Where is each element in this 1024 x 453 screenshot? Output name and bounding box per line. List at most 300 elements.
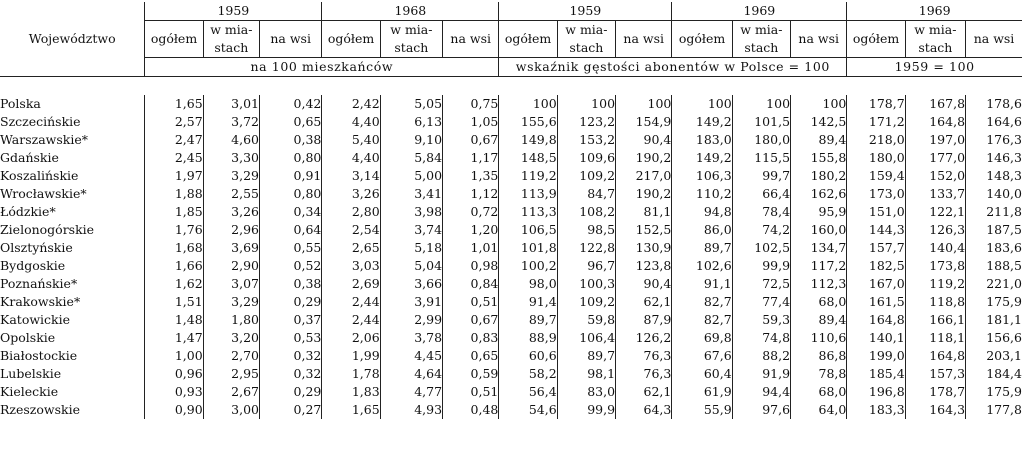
value-cell: 3,26 xyxy=(203,203,259,221)
value-cell: 95,9 xyxy=(791,203,847,221)
value-cell: 177,0 xyxy=(905,149,965,167)
value-cell: 98,5 xyxy=(557,221,615,239)
value-cell: 115,5 xyxy=(732,149,790,167)
value-cell: 4,60 xyxy=(203,131,259,149)
value-cell: 149,2 xyxy=(672,149,732,167)
value-cell: 149,8 xyxy=(499,131,557,149)
value-cell: 118,8 xyxy=(905,293,965,311)
value-cell: 3,03 xyxy=(322,257,380,275)
value-cell: 4,40 xyxy=(322,149,380,167)
year-header: 1959 xyxy=(145,2,322,21)
value-cell: 110,6 xyxy=(791,329,847,347)
value-cell: 153,2 xyxy=(557,131,615,149)
value-cell: 166,1 xyxy=(905,311,965,329)
value-cell: 148,5 xyxy=(499,149,557,167)
value-cell: 164,6 xyxy=(966,113,1022,131)
voivodeship-name: Krakowskie* xyxy=(0,294,81,309)
value-cell: 0,34 xyxy=(260,203,322,221)
value-cell: 1,68 xyxy=(145,239,203,257)
value-cell: 1,05 xyxy=(443,113,499,131)
table-row xyxy=(0,329,1022,347)
value-cell: 0,38 xyxy=(260,131,322,149)
value-cell: 84,7 xyxy=(557,185,615,203)
value-cell: 3,29 xyxy=(203,293,259,311)
value-cell: 60,6 xyxy=(499,347,557,365)
table-row xyxy=(0,131,1022,149)
value-cell: 0,90 xyxy=(145,401,203,419)
column-header: ogółem xyxy=(322,21,380,58)
value-cell: 2,95 xyxy=(203,365,259,383)
value-cell: 164,8 xyxy=(847,311,905,329)
value-cell: 89,7 xyxy=(672,239,732,257)
value-cell: 130,9 xyxy=(616,239,672,257)
voivodeship-name: Olsztyńskie xyxy=(0,240,73,255)
value-cell: 3,07 xyxy=(203,275,259,293)
value-cell: 98,0 xyxy=(499,275,557,293)
value-cell: 60,4 xyxy=(672,365,732,383)
value-cell: 175,9 xyxy=(966,383,1022,401)
value-cell: 155,8 xyxy=(791,149,847,167)
value-cell: 69,8 xyxy=(672,329,732,347)
value-cell: 106,3 xyxy=(672,167,732,185)
value-cell: 1,88 xyxy=(145,185,203,203)
value-cell: 82,7 xyxy=(672,311,732,329)
value-cell: 2,44 xyxy=(322,311,380,329)
value-cell: 1,66 xyxy=(145,257,203,275)
value-cell: 109,2 xyxy=(557,293,615,311)
value-cell: 77,4 xyxy=(732,293,790,311)
value-cell: 2,42 xyxy=(322,95,380,113)
value-cell: 3,26 xyxy=(322,185,380,203)
value-cell: 184,4 xyxy=(966,365,1022,383)
value-cell: 101,8 xyxy=(499,239,557,257)
value-cell: 113,9 xyxy=(499,185,557,203)
value-cell: 3,20 xyxy=(203,329,259,347)
voivodeship-name: Zielonogórskie xyxy=(0,222,95,237)
value-cell: 1,85 xyxy=(145,203,203,221)
voivodeship-name: Poznańskie* xyxy=(0,276,78,291)
value-cell: 90,4 xyxy=(616,275,672,293)
value-cell: 0,93 xyxy=(145,383,203,401)
value-cell: 1,65 xyxy=(322,401,380,419)
value-cell: 100 xyxy=(557,95,615,113)
value-cell: 181,1 xyxy=(966,311,1022,329)
year-header: 1969 xyxy=(672,2,847,21)
value-cell: 87,9 xyxy=(616,311,672,329)
voivodeship-name: Rzeszowskie xyxy=(0,402,81,417)
value-cell: 148,3 xyxy=(966,167,1022,185)
value-cell: 81,1 xyxy=(616,203,672,221)
value-cell: 4,40 xyxy=(322,113,380,131)
value-cell: 152,5 xyxy=(616,221,672,239)
value-cell: 109,2 xyxy=(557,167,615,185)
value-cell: 146,3 xyxy=(966,149,1022,167)
column-header: ogółem xyxy=(847,21,905,58)
value-cell: 100,2 xyxy=(499,257,557,275)
year-header: 1969 xyxy=(847,2,1022,21)
table-row xyxy=(0,149,1022,167)
value-cell: 183,3 xyxy=(847,401,905,419)
column-header: ogółem xyxy=(499,21,557,58)
value-cell: 78,8 xyxy=(791,365,847,383)
value-cell: 0,37 xyxy=(260,311,322,329)
table-row xyxy=(0,185,1022,203)
value-cell: 180,0 xyxy=(847,149,905,167)
value-cell: 126,3 xyxy=(905,221,965,239)
value-cell: 94,4 xyxy=(732,383,790,401)
value-cell: 0,64 xyxy=(260,221,322,239)
value-cell: 159,4 xyxy=(847,167,905,185)
value-cell: 2,54 xyxy=(322,221,380,239)
value-cell: 1,65 xyxy=(145,95,203,113)
value-cell: 156,6 xyxy=(966,329,1022,347)
value-cell: 2,70 xyxy=(203,347,259,365)
table-row xyxy=(0,275,1022,293)
value-cell: 157,3 xyxy=(905,365,965,383)
value-cell: 110,2 xyxy=(672,185,732,203)
value-cell: 2,67 xyxy=(203,383,259,401)
value-cell: 188,5 xyxy=(966,257,1022,275)
value-cell: 96,7 xyxy=(557,257,615,275)
value-cell: 5,40 xyxy=(322,131,380,149)
value-cell: 100 xyxy=(672,95,732,113)
value-cell: 133,7 xyxy=(905,185,965,203)
value-cell: 3,91 xyxy=(380,293,442,311)
value-cell: 112,3 xyxy=(791,275,847,293)
value-cell: 3,00 xyxy=(203,401,259,419)
value-cell: 86,0 xyxy=(672,221,732,239)
value-cell: 0,59 xyxy=(443,365,499,383)
value-cell: 140,4 xyxy=(905,239,965,257)
value-cell: 1,51 xyxy=(145,293,203,311)
value-cell: 108,2 xyxy=(557,203,615,221)
value-cell: 122,8 xyxy=(557,239,615,257)
value-cell: 2,90 xyxy=(203,257,259,275)
value-cell: 89,7 xyxy=(499,311,557,329)
value-cell: 123,8 xyxy=(616,257,672,275)
value-cell: 2,99 xyxy=(380,311,442,329)
value-cell: 0,80 xyxy=(260,149,322,167)
voivodeship-name: Szczecińskie xyxy=(0,114,81,129)
value-cell: 4,93 xyxy=(380,401,442,419)
value-cell: 154,9 xyxy=(616,113,672,131)
value-cell: 88,2 xyxy=(732,347,790,365)
value-cell: 98,1 xyxy=(557,365,615,383)
voivodeship-name: Bydgoskie xyxy=(0,258,66,273)
value-cell: 0,96 xyxy=(145,365,203,383)
table-row xyxy=(0,383,1022,401)
voivodeship-name: Opolskie xyxy=(0,330,56,345)
value-cell: 3,98 xyxy=(380,203,442,221)
value-cell: 173,8 xyxy=(905,257,965,275)
value-cell: 55,9 xyxy=(672,401,732,419)
value-cell: 68,0 xyxy=(791,383,847,401)
value-cell: 0,32 xyxy=(260,347,322,365)
value-cell: 54,6 xyxy=(499,401,557,419)
value-cell: 91,9 xyxy=(732,365,790,383)
value-cell: 177,8 xyxy=(966,401,1022,419)
value-cell: 197,0 xyxy=(905,131,965,149)
value-cell: 56,4 xyxy=(499,383,557,401)
column-header: w mia- stach xyxy=(203,21,259,58)
value-cell: 0,53 xyxy=(260,329,322,347)
value-cell: 140,1 xyxy=(847,329,905,347)
value-cell: 2,65 xyxy=(322,239,380,257)
table-row xyxy=(0,239,1022,257)
voivodeship-name: Kieleckie xyxy=(0,384,59,399)
value-cell: 0,80 xyxy=(260,185,322,203)
value-cell: 89,7 xyxy=(557,347,615,365)
table-row xyxy=(0,293,1022,311)
value-cell: 86,8 xyxy=(791,347,847,365)
value-cell: 160,0 xyxy=(791,221,847,239)
unit-header: 1959 = 100 xyxy=(847,58,1022,77)
value-cell: 1,99 xyxy=(322,347,380,365)
value-cell: 0,67 xyxy=(443,131,499,149)
value-cell: 1,35 xyxy=(443,167,499,185)
value-cell: 167,8 xyxy=(905,95,965,113)
value-cell: 164,3 xyxy=(905,401,965,419)
value-cell: 2,80 xyxy=(322,203,380,221)
value-cell: 5,84 xyxy=(380,149,442,167)
value-cell: 0,84 xyxy=(443,275,499,293)
value-cell: 164,8 xyxy=(905,347,965,365)
value-cell: 67,6 xyxy=(672,347,732,365)
value-cell: 59,3 xyxy=(732,311,790,329)
voivodeship-name: Polska xyxy=(0,96,41,111)
value-cell: 74,8 xyxy=(732,329,790,347)
value-cell: 61,9 xyxy=(672,383,732,401)
value-cell: 1,01 xyxy=(443,239,499,257)
value-cell: 2,69 xyxy=(322,275,380,293)
column-header: na wsi xyxy=(443,21,499,58)
value-cell: 3,29 xyxy=(203,167,259,185)
value-cell: 3,41 xyxy=(380,185,442,203)
value-cell: 5,04 xyxy=(380,257,442,275)
value-cell: 175,9 xyxy=(966,293,1022,311)
value-cell: 151,0 xyxy=(847,203,905,221)
value-cell: 88,9 xyxy=(499,329,557,347)
value-cell: 3,74 xyxy=(380,221,442,239)
value-cell: 0,51 xyxy=(443,293,499,311)
value-cell: 1,12 xyxy=(443,185,499,203)
value-cell: 0,51 xyxy=(443,383,499,401)
value-cell: 91,1 xyxy=(672,275,732,293)
column-header: ogółem xyxy=(145,21,203,58)
column-header: na wsi xyxy=(791,21,847,58)
value-cell: 62,1 xyxy=(616,293,672,311)
column-header: w mia- stach xyxy=(557,21,615,58)
value-cell: 9,10 xyxy=(380,131,442,149)
column-header: w mia- stach xyxy=(380,21,442,58)
value-cell: 4,64 xyxy=(380,365,442,383)
value-cell: 0,98 xyxy=(443,257,499,275)
value-cell: 2,06 xyxy=(322,329,380,347)
year-header: 1959 xyxy=(499,2,672,21)
value-cell: 140,0 xyxy=(966,185,1022,203)
value-cell: 99,9 xyxy=(557,401,615,419)
value-cell: 178,6 xyxy=(966,95,1022,113)
value-cell: 218,0 xyxy=(847,131,905,149)
value-cell: 0,75 xyxy=(443,95,499,113)
value-cell: 94,8 xyxy=(672,203,732,221)
value-cell: 100 xyxy=(616,95,672,113)
value-cell: 171,2 xyxy=(847,113,905,131)
value-cell: 180,2 xyxy=(791,167,847,185)
value-cell: 59,8 xyxy=(557,311,615,329)
value-cell: 99,9 xyxy=(732,257,790,275)
value-cell: 5,00 xyxy=(380,167,442,185)
unit-header: na 100 mieszkańców xyxy=(145,58,499,77)
value-cell: 173,0 xyxy=(847,185,905,203)
table-row xyxy=(0,113,1022,131)
value-cell: 0,27 xyxy=(260,401,322,419)
value-cell: 3,01 xyxy=(203,95,259,113)
value-cell: 1,76 xyxy=(145,221,203,239)
value-cell: 106,5 xyxy=(499,221,557,239)
value-cell: 185,4 xyxy=(847,365,905,383)
value-cell: 0,29 xyxy=(260,383,322,401)
value-cell: 162,6 xyxy=(791,185,847,203)
wojewodztwo-header: Województwo xyxy=(0,2,145,77)
value-cell: 0,65 xyxy=(443,347,499,365)
value-cell: 1,20 xyxy=(443,221,499,239)
value-cell: 76,3 xyxy=(616,365,672,383)
value-cell: 0,91 xyxy=(260,167,322,185)
value-cell: 0,67 xyxy=(443,311,499,329)
voivodeship-name: Lubelskie xyxy=(0,366,62,381)
value-cell: 4,77 xyxy=(380,383,442,401)
value-cell: 78,4 xyxy=(732,203,790,221)
value-cell: 0,55 xyxy=(260,239,322,257)
voivodeship-name: Warszawskie* xyxy=(0,132,88,147)
voivodeship-name: Koszalińskie xyxy=(0,168,79,183)
value-cell: 100 xyxy=(791,95,847,113)
value-cell: 199,0 xyxy=(847,347,905,365)
unit-header: wskaźnik gęstości abonentów w Polsce = 100 xyxy=(499,58,847,77)
value-cell: 196,8 xyxy=(847,383,905,401)
value-cell: 3,69 xyxy=(203,239,259,257)
year-header: 1968 xyxy=(322,2,499,21)
table-row xyxy=(0,95,1022,113)
voivodeship-name: Łódzkie* xyxy=(0,204,56,219)
value-cell: 97,6 xyxy=(732,401,790,419)
value-cell: 1,80 xyxy=(203,311,259,329)
value-cell: 217,0 xyxy=(616,167,672,185)
value-cell: 109,6 xyxy=(557,149,615,167)
value-cell: 221,0 xyxy=(966,275,1022,293)
telephone-density-table xyxy=(0,2,1022,419)
value-cell: 6,13 xyxy=(380,113,442,131)
value-cell: 113,3 xyxy=(499,203,557,221)
value-cell: 62,1 xyxy=(616,383,672,401)
value-cell: 1,17 xyxy=(443,149,499,167)
value-cell: 2,57 xyxy=(145,113,203,131)
value-cell: 2,47 xyxy=(145,131,203,149)
value-cell: 0,72 xyxy=(443,203,499,221)
value-cell: 91,4 xyxy=(499,293,557,311)
value-cell: 123,2 xyxy=(557,113,615,131)
value-cell: 2,45 xyxy=(145,149,203,167)
value-cell: 3,72 xyxy=(203,113,259,131)
table-row xyxy=(0,365,1022,383)
table-row xyxy=(0,221,1022,239)
value-cell: 183,0 xyxy=(672,131,732,149)
value-cell: 187,5 xyxy=(966,221,1022,239)
value-cell: 182,5 xyxy=(847,257,905,275)
value-cell: 142,5 xyxy=(791,113,847,131)
value-cell: 3,30 xyxy=(203,149,259,167)
value-cell: 134,7 xyxy=(791,239,847,257)
value-cell: 89,4 xyxy=(791,131,847,149)
value-cell: 211,8 xyxy=(966,203,1022,221)
value-cell: 100,3 xyxy=(557,275,615,293)
value-cell: 0,42 xyxy=(260,95,322,113)
value-cell: 0,32 xyxy=(260,365,322,383)
value-cell: 101,5 xyxy=(732,113,790,131)
table-row xyxy=(0,203,1022,221)
value-cell: 83,0 xyxy=(557,383,615,401)
column-header: w mia- stach xyxy=(905,21,965,58)
value-cell: 5,18 xyxy=(380,239,442,257)
value-cell: 0,48 xyxy=(443,401,499,419)
value-cell: 118,1 xyxy=(905,329,965,347)
voivodeship-name: Katowickie xyxy=(0,312,71,327)
value-cell: 89,4 xyxy=(791,311,847,329)
value-cell: 2,44 xyxy=(322,293,380,311)
value-cell: 152,0 xyxy=(905,167,965,185)
value-cell: 0,38 xyxy=(260,275,322,293)
value-cell: 0,83 xyxy=(443,329,499,347)
value-cell: 1,48 xyxy=(145,311,203,329)
value-cell: 100 xyxy=(732,95,790,113)
value-cell: 0,52 xyxy=(260,257,322,275)
value-cell: 167,0 xyxy=(847,275,905,293)
value-cell: 2,96 xyxy=(203,221,259,239)
value-cell: 66,4 xyxy=(732,185,790,203)
value-cell: 3,14 xyxy=(322,167,380,185)
voivodeship-name: Białostockie xyxy=(0,348,78,363)
column-header: na wsi xyxy=(616,21,672,58)
value-cell: 1,78 xyxy=(322,365,380,383)
table-row xyxy=(0,167,1022,185)
voivodeship-name: Wrocławskie* xyxy=(0,186,87,201)
column-header: ogółem xyxy=(672,21,732,58)
value-cell: 0,65 xyxy=(260,113,322,131)
value-cell: 1,83 xyxy=(322,383,380,401)
value-cell: 117,2 xyxy=(791,257,847,275)
value-cell: 178,7 xyxy=(847,95,905,113)
value-cell: 178,7 xyxy=(905,383,965,401)
value-cell: 161,5 xyxy=(847,293,905,311)
value-cell: 90,4 xyxy=(616,131,672,149)
value-cell: 68,0 xyxy=(791,293,847,311)
value-cell: 58,2 xyxy=(499,365,557,383)
table-row xyxy=(0,401,1022,419)
column-header: na wsi xyxy=(966,21,1022,58)
value-cell: 122,1 xyxy=(905,203,965,221)
value-cell: 3,78 xyxy=(380,329,442,347)
value-cell: 5,05 xyxy=(380,95,442,113)
value-cell: 164,8 xyxy=(905,113,965,131)
value-cell: 0,29 xyxy=(260,293,322,311)
column-header: w mia- stach xyxy=(732,21,790,58)
value-cell: 99,7 xyxy=(732,167,790,185)
table-row xyxy=(0,311,1022,329)
value-cell: 82,7 xyxy=(672,293,732,311)
value-cell: 100 xyxy=(499,95,557,113)
value-cell: 3,66 xyxy=(380,275,442,293)
